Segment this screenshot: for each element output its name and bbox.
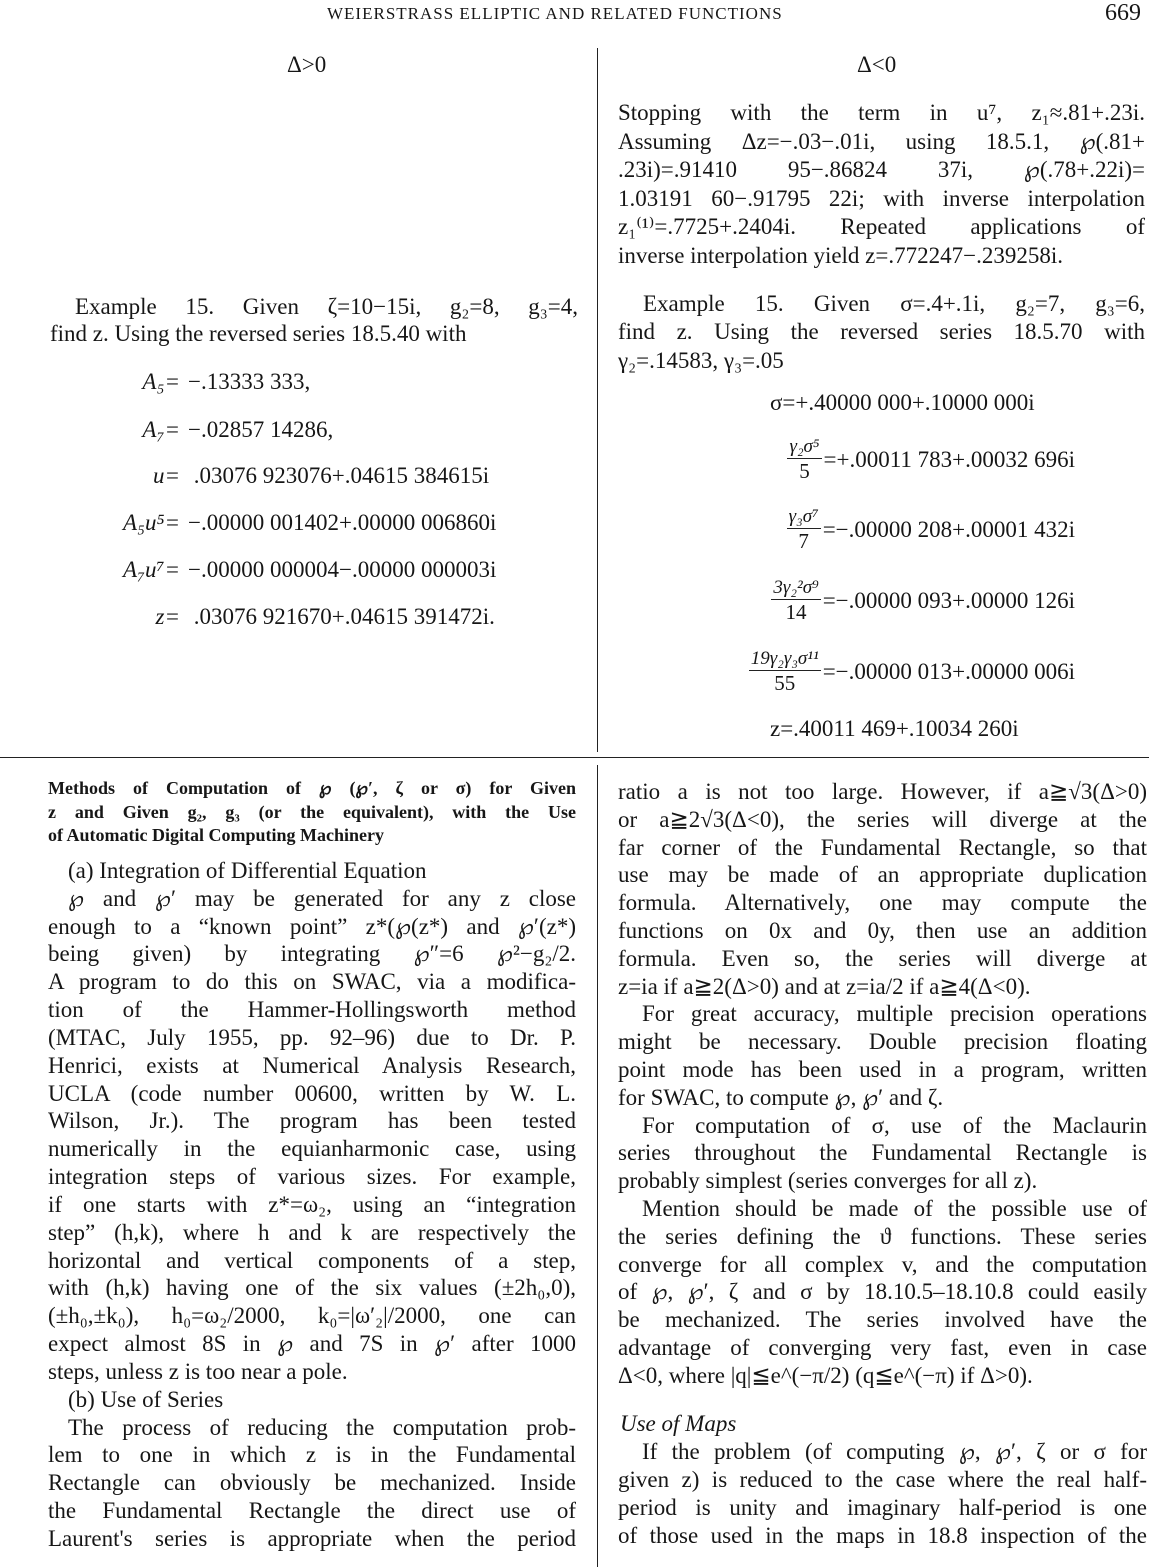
body-line: enough to a “known point” z*(℘(z*) and ℘′(z*) [48, 913, 576, 939]
body-line: The process of reducing the computation prob- [68, 1414, 576, 1440]
column-divider-top [597, 48, 598, 752]
body-line: (±h₀,±k₀), h₀=ω₂/2000, k₀=|ω′₂|/2000, one can [48, 1303, 576, 1329]
body-line: formula. Alternatively, one may compute the [618, 890, 1147, 916]
body-line: being given) by integrating ℘″=6 ℘²−g₂/2. [48, 941, 576, 967]
fraction-equation [787, 436, 1075, 483]
body-line: For great accuracy, multiple precision operations [642, 1001, 1147, 1027]
equation-lhs: A₇= [142, 417, 180, 442]
paragraph-line: .23i)=.91410 95−.86824 37i, ℘(.78+.22i)= [618, 157, 1145, 183]
example-text-line: find z. Using the reversed series 18.5.40 with [50, 321, 467, 346]
equation-lhs: A₇u⁷= [122, 557, 180, 582]
fraction-equation [771, 577, 1075, 624]
body-line: integration steps of various sizes. For example, [48, 1164, 576, 1190]
body-line: of ℘, ℘′, ζ and σ by 18.10.5–18.10.8 could easily [618, 1279, 1147, 1305]
body-line: formula. Even so, the series will diverge at [618, 945, 1147, 971]
equation-value: −.02857 14286, [188, 417, 334, 442]
body-line: lem to one in which z is in the Fundamental [48, 1442, 576, 1468]
fraction [771, 577, 820, 624]
example-heading-line: Example 15. Given σ=.4+.1i, g₂=7, g₃=6, [643, 291, 1145, 316]
result-equation: z=.40011 469+.10034 260i [770, 716, 1019, 741]
paragraph-line: Stopping with the term in u⁷, z₁≈.81+.23i. [618, 100, 1145, 125]
running-title: WEIERSTRASS ELLIPTIC AND RELATED FUNCTIONS [327, 4, 783, 23]
body-line: functions on 0x and 0y, then use an addition [618, 918, 1147, 943]
body-line: horizontal and vertical components of a step, [48, 1247, 576, 1273]
body-line: if one starts with z*=ω₂, using an “integration [48, 1191, 576, 1217]
paragraph-line: 1.03191 60−.91795 22i; with inverse interpolation [618, 185, 1145, 211]
body-line: use may be made of an appropriate duplication [618, 862, 1147, 888]
body-line: z=ia if a≧2(Δ>0) and at z=ia/2 if a≧4(Δ<0). [618, 973, 1031, 999]
section-heading-line: Methods of Computation of ℘ (℘′, ζ or σ) for Given [48, 778, 576, 798]
subsection-heading: Use of Maps [620, 1411, 737, 1436]
body-line: expect almost 8S in ℘ and 7S in ℘′ after 1000 [48, 1331, 576, 1357]
body-line: point mode has been used in a program, written [618, 1057, 1147, 1082]
body-line: of those used in the maps in 18.8 inspection of the [618, 1523, 1147, 1548]
body-line: probably simplest (series converges for all z). [618, 1168, 1038, 1194]
body-line: Wilson, Jr.). The program has been tested [48, 1108, 576, 1134]
body-line: If the problem (of computing ℘, ℘′, ζ or σ for [642, 1439, 1147, 1464]
equation-value: −.00000 000004−.00000 000003i [188, 557, 497, 582]
body-line: (b) Use of Series [68, 1386, 224, 1412]
fraction-equation [749, 648, 1075, 695]
fraction-numerator: 3γ₂²σ⁹ [773, 577, 819, 598]
paragraph-line: Assuming Δz=−.03−.01i, using 18.5.1, ℘(.81+ [618, 128, 1145, 154]
section-heading-line: z and Given g₂, g₃ (or the equivalent), with the Use [48, 802, 576, 822]
paragraph-line: z₁⁽¹⁾=.7725+.2404i. Repeated applications of [618, 214, 1145, 240]
body-line: UCLA (code number 00600, written by W. L. [48, 1080, 576, 1106]
body-line: the series defining the ϑ functions. These series [618, 1223, 1147, 1249]
body-line: period is unity and imaginary half-period is one [618, 1495, 1147, 1520]
fraction-value: =−.00000 093+.00000 126i [822, 587, 1075, 613]
example-text-line: find z. Using the reversed series 18.5.70 with [618, 319, 1145, 344]
body-line: (MTAC, July 1955, pp. 92–96) due to Dr. P. [48, 1024, 576, 1050]
fraction-equation [787, 506, 1075, 553]
section-divider [0, 757, 1149, 758]
body-line: given z) is reduced to the case where the real half- [618, 1467, 1147, 1492]
equation-value: .03076 921670+.04615 391472i. [188, 604, 495, 629]
fraction [787, 506, 821, 553]
body-line: A program to do this on SWAC, via a modifica- [48, 969, 576, 995]
body-line: be mechanized. The series involved have the [618, 1307, 1147, 1333]
body-line: numerically in the equianharmonic case, using [48, 1136, 576, 1162]
page-number: 669 [1105, 0, 1141, 26]
body-line: might be necessary. Double precision floating [618, 1029, 1147, 1055]
fraction [787, 436, 821, 483]
paragraph-line: inverse interpolation yield z=.772247−.239258i. [618, 243, 1063, 268]
body-line: advantage of converging very fast, even in case [618, 1335, 1147, 1360]
body-line: ratio a is not too large. However, if a≧√3(Δ>0) [618, 779, 1147, 804]
body-line: far corner of the Fundamental Rectangle, so that [618, 834, 1147, 860]
example-text-line: γ₂=.14583, γ₃=.05 [618, 348, 784, 373]
body-line: the Fundamental Rectangle the direct use of [48, 1498, 576, 1524]
equation-value: −.13333 333, [188, 369, 311, 394]
equation-lhs: z= [155, 604, 180, 629]
equation-lhs: A₅= [142, 369, 180, 394]
body-line: converge for all complex v, and the computation [618, 1251, 1147, 1277]
equation-value: −.00000 001402+.00000 006860i [188, 510, 497, 535]
fraction-value: =−.00000 208+.00001 432i [822, 516, 1075, 542]
body-line: series throughout the Fundamental Rectangle is [618, 1140, 1147, 1166]
body-line: (a) Integration of Differential Equation [68, 858, 427, 883]
right-column-heading: Δ<0 [857, 52, 897, 77]
left-column-heading: Δ>0 [287, 52, 327, 77]
section-heading-line: of Automatic Digital Computing Machinery [48, 825, 384, 845]
column-divider-bottom [597, 765, 598, 1567]
fraction-numerator: γ₃σ⁷ [788, 506, 819, 527]
body-line: For computation of σ, use of the Maclaurin [642, 1112, 1147, 1138]
body-line: Rectangle can obviously be mechanized. Inside [48, 1470, 576, 1496]
body-line: or a≧2√3(Δ<0), the series will diverge at the [618, 806, 1147, 832]
body-line: Henrici, exists at Numerical Analysis Research, [48, 1052, 576, 1078]
fraction-denominator: 14 [785, 600, 807, 624]
fraction-denominator: 7 [798, 529, 809, 553]
body-line: step” (h,k), where h and k are respectively the [48, 1219, 576, 1245]
fraction-numerator: 19γ₂γ₃σ¹¹ [750, 648, 819, 669]
fraction-value: =−.00000 013+.00000 006i [822, 658, 1075, 684]
example-heading-line: Example 15. Given ζ=10−15i, g₂=8, g₃=4, [75, 294, 578, 319]
sigma-equation: σ=+.40000 000+.10000 000i [770, 390, 1035, 415]
body-line: for SWAC, to compute ℘, ℘′ and ζ. [618, 1084, 944, 1110]
equation-lhs: u= [152, 463, 180, 488]
fraction [749, 648, 821, 695]
body-line: with (h,k) having one of the six values (±2h₀,0), [48, 1275, 576, 1301]
fraction-value: =+.00011 783+.00032 696i [823, 446, 1075, 472]
body-line: Laurent's series is appropriate when the period [48, 1525, 576, 1551]
body-line: Δ<0, where |q|≦e^(−π/2) (q≦e^(−π) if Δ>0). [618, 1362, 1033, 1388]
body-line: Mention should be made of the possible use of [642, 1196, 1147, 1221]
body-line: ℘ and ℘′ may be generated for any z close [68, 885, 576, 911]
equation-lhs: A₅u⁵= [122, 510, 180, 535]
body-line: steps, unless z is too near a pole. [48, 1358, 348, 1384]
fraction-denominator: 5 [799, 459, 810, 483]
fraction-numerator: γ₂σ⁵ [789, 436, 820, 457]
equation-value: .03076 923076+.04615 384615i [188, 463, 490, 488]
body-line: tion of the Hammer-Hollingsworth method [48, 997, 576, 1023]
fraction-denominator: 55 [774, 671, 796, 695]
